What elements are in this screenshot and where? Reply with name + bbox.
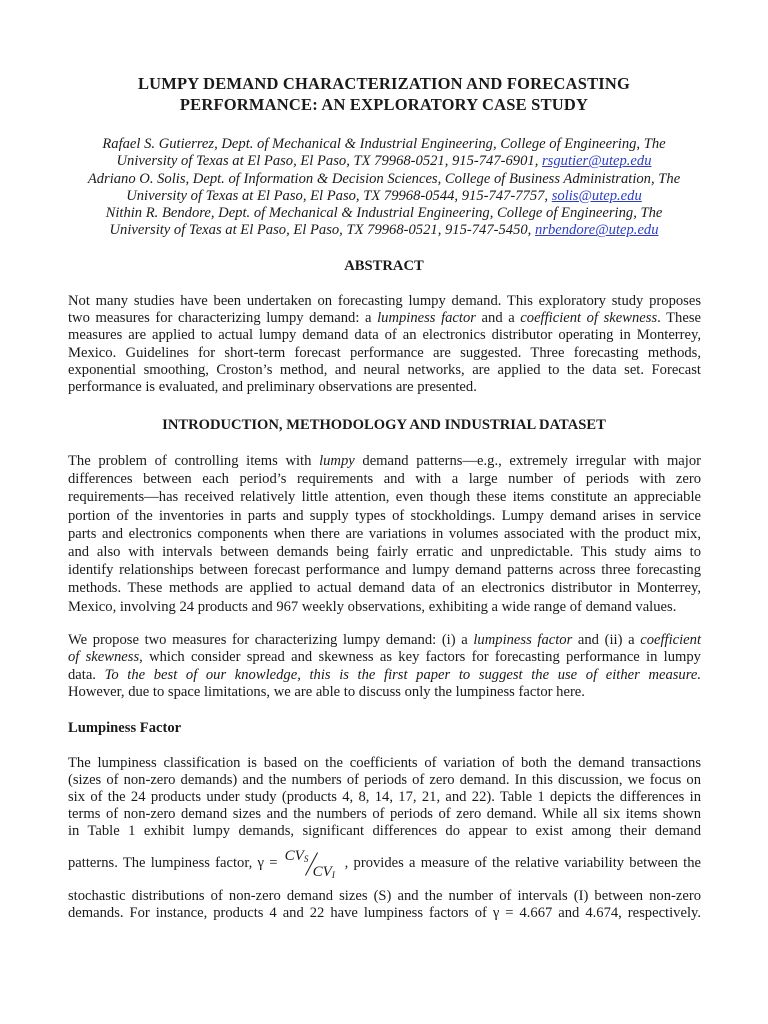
intro-paragraph <box>68 452 701 616</box>
text-segment: differences between each period’s requirements and with a large number of periods with zero <box>68 471 701 488</box>
text-line <box>68 905 701 922</box>
email-link[interactable]: solis@utep.edu <box>551 187 642 204</box>
text-line <box>68 525 701 543</box>
text-line <box>68 667 701 684</box>
emphasized-text: lumpy <box>319 453 355 469</box>
text-line <box>68 632 701 649</box>
text-line <box>68 789 701 806</box>
author-3-address <box>40 222 728 239</box>
emphasized-text: lumpiness factor <box>377 310 476 327</box>
text-segment: methods. These methods are applied to actual demand data of an electronics distributor in Monterrey, <box>68 580 701 597</box>
text-segment: Mexico. Guidelines for short-term forecast performance are suggested. Three forecasting methods, <box>68 344 701 361</box>
text-line <box>68 772 701 789</box>
author-1-affiliation: Rafael S. Gutierrez, Dept. of Mechanical & Industrial Engineering, College of Engineering, The <box>102 136 666 152</box>
text-segment: two measures for characterizing lumpy demand: a <box>68 310 378 327</box>
text-line <box>68 362 701 379</box>
text-segment: , which consider spread and skewness as key factors for forecasting performance in lumpy <box>139 649 701 666</box>
text-line <box>68 507 701 525</box>
text-segment: Not many studies have been undertaken on forecasting lumpy demand. This exploratory study proposes <box>68 293 701 309</box>
text-line <box>68 293 701 310</box>
author-2-affiliation: Adriano O. Solis, Dept. of Information & Decision Sciences, College of Business Administration, The <box>87 170 681 187</box>
text-segment: parts and electronics components when there are variations in volumes associated with the product mix, <box>68 525 701 542</box>
text-segment: and a <box>475 310 521 327</box>
text-segment: demands. For instance, products 4 and 22 have lumpiness factors of γ = 4.667 and 4.674, respectively. <box>68 905 701 922</box>
text-segment: stochastic distributions of non-zero demand sizes (S) and the number of intervals (I) between non-zero <box>68 888 701 904</box>
email-link[interactable]: rsgutier@utep.edu <box>542 153 652 170</box>
text-segment: Mexico, involving 24 products and 967 weekly observations, exhibiting a wide range of demand values. <box>68 598 677 615</box>
text-line <box>68 543 701 561</box>
text-line <box>68 684 701 701</box>
emphasized-text: of skewness <box>68 649 140 666</box>
lumpiness-heading: Lumpiness Factor <box>68 720 182 736</box>
formula-denominator: CV <box>312 863 332 880</box>
text-line <box>68 310 701 327</box>
formula-denominator-group <box>313 864 335 880</box>
formula-before-text: patterns. The lumpiness factor, γ = <box>68 855 283 871</box>
author-list <box>40 136 728 240</box>
emphasized-text: coefficient <box>640 632 701 648</box>
formula-denominator-sub: I <box>331 869 335 880</box>
text-segment: . These <box>657 310 701 327</box>
formula-after-text: , provides a measure of the relative variability between the <box>344 855 701 871</box>
formula-numerator-group <box>285 848 309 864</box>
text-line <box>68 452 701 470</box>
formula-line <box>68 843 701 883</box>
text-line <box>68 488 701 506</box>
intro-heading: INTRODUCTION, METHODOLOGY AND INDUSTRIAL DATASET <box>162 417 606 433</box>
title-line-1: LUMPY DEMAND CHARACTERIZATION AND FORECASTING <box>137 74 631 93</box>
title-line-2: PERFORMANCE: AN EXPLORATORY CASE STUDY <box>179 95 589 114</box>
text-line <box>68 327 701 344</box>
paper-title <box>0 73 768 115</box>
proposal-paragraph <box>68 632 701 701</box>
formula-numerator: CV <box>284 847 304 864</box>
lumpiness-paragraph <box>68 755 701 840</box>
text-line <box>68 345 701 362</box>
text-segment: portion of the inventories in parts and supply types of stockholdings. Lumpy demand arises in service <box>68 507 701 524</box>
address-text: University of Texas at El Paso, El Paso, TX 79968-0544, 915-747-7757, <box>126 187 552 204</box>
text-line <box>68 379 701 396</box>
lumpiness-paragraph-end <box>68 888 701 922</box>
text-segment: We propose two measures for characterizing lumpy demand: (i) a <box>68 632 474 648</box>
text-line <box>68 806 701 823</box>
author-1-address <box>40 153 728 170</box>
text-segment: However, due to space limitations, we are able to discuss only the lumpiness factor here. <box>68 683 585 700</box>
text-line <box>68 470 701 488</box>
text-line <box>68 823 701 840</box>
text-segment: identify relationships between forecast performance and lumpy demand patterns across three forecasting <box>68 562 701 579</box>
text-segment: and also with intervals between demands being fairly erratic and unpredictable. This study aims to <box>68 544 701 561</box>
address-text: University of Texas at El Paso, El Paso, TX 79968-0521, 915-747-6901, <box>116 153 542 170</box>
author-3-affiliation: Nithin R. Bendore, Dept. of Mechanical & Industrial Engineering, College of Engineering, The <box>105 205 663 222</box>
text-line <box>68 579 701 597</box>
abstract-heading: ABSTRACT <box>344 258 424 274</box>
text-line <box>68 649 701 666</box>
text-segment: and (ii) a <box>572 632 641 648</box>
text-segment: demand patterns—e.g., extremely irregular with major <box>354 453 701 469</box>
text-segment: requirements—has received relatively little attention, even though these items constitute an appreciable <box>68 489 701 506</box>
address-text: University of Texas at El Paso, El Paso, TX 79968-0521, 915-747-5450, <box>109 222 535 239</box>
emphasized-text: To the best of our knowledge, this is the first paper to suggest the use of either measure. <box>104 666 701 683</box>
text-segment: data. <box>68 666 105 683</box>
email-link[interactable]: nrbendore@utep.edu <box>534 222 659 239</box>
text-line <box>68 598 701 616</box>
text-segment: The problem of controlling items with <box>68 453 320 469</box>
formula-text-line <box>68 843 701 883</box>
author-2-address <box>40 188 728 205</box>
emphasized-text: coefficient of skewness <box>520 310 658 327</box>
text-segment: measures are applied to actual lumpy demand data of an electronics distributor operating in Monterrey, <box>68 327 701 344</box>
text-segment: (sizes of non-zero demands) and the numbers of periods of zero demand. In this discussion, we focus on <box>68 772 701 789</box>
text-segment: performance is evaluated, and preliminary observations are presented. <box>68 379 477 396</box>
text-segment: exponential smoothing, Croston’s method, and neural networks, are applied to the data set. Forecast <box>68 361 701 378</box>
formula-numerator-sub: S <box>303 853 309 864</box>
emphasized-text: lumpiness factor <box>473 632 573 648</box>
abstract-paragraph <box>68 293 701 396</box>
text-segment: The lumpiness classification is based on the coefficients of variation of both the demand transactions <box>68 755 701 771</box>
text-segment: terms of non-zero demand sizes and the numbers of periods of zero demand. While all six items shown <box>68 806 701 823</box>
text-line <box>68 888 701 905</box>
lumpiness-formula <box>283 848 345 880</box>
text-segment: in Table 1 exhibit lumpy demands, significant differences do appear to exist among their demand <box>68 823 701 840</box>
text-segment: six of the 24 products under study (products 4, 8, 14, 17, 21, and 22). Table 1 depicts the differences in <box>68 789 701 806</box>
text-line <box>68 755 701 772</box>
text-line <box>68 561 701 579</box>
